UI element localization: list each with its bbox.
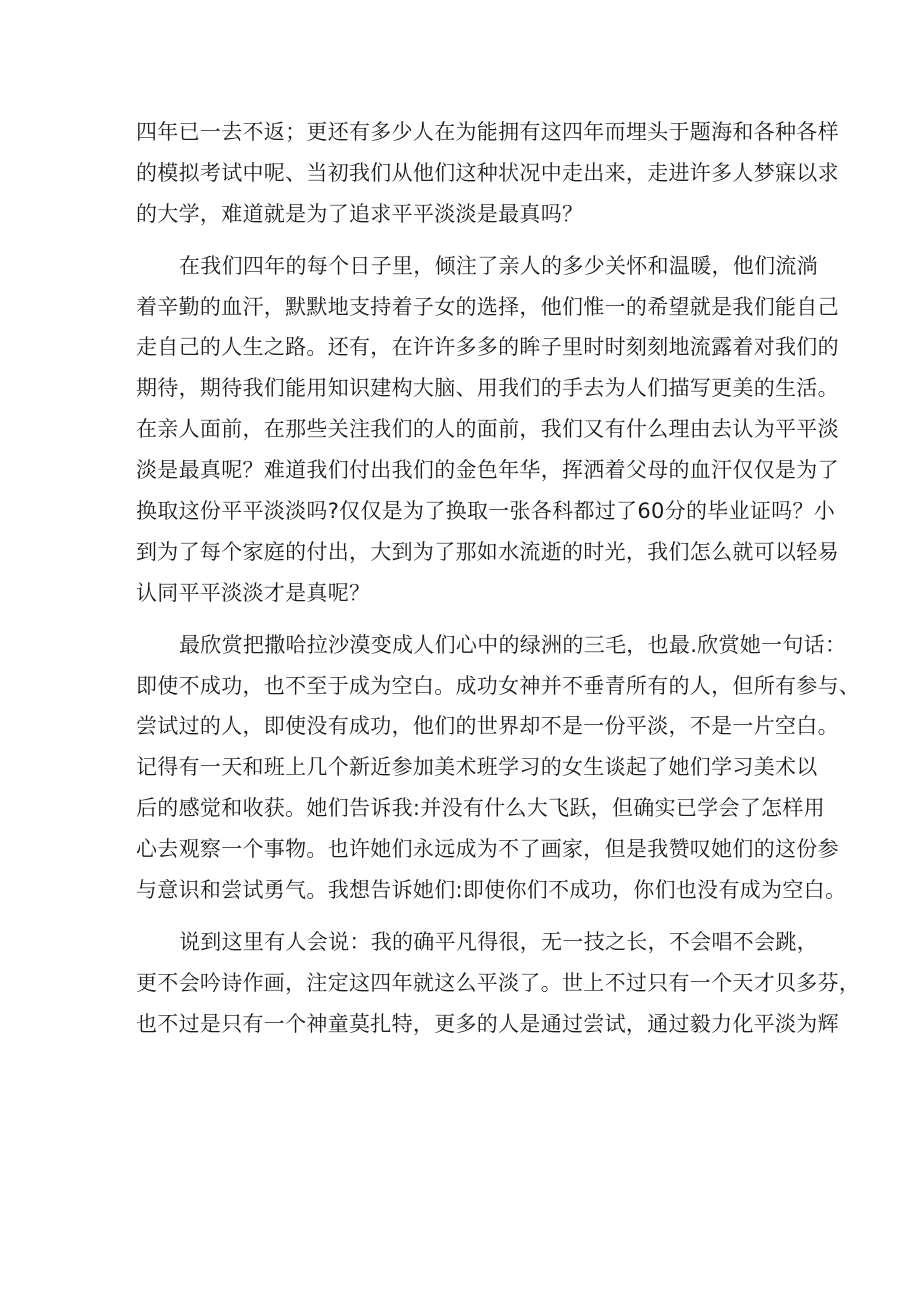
text-line: 着辛勤的血汗，默默地支持着子女的选择，他们惟一的希望就是我们能自己: [136, 294, 839, 319]
text-line: 记得有一天和班上几个新近参加美术班学习的女生谈起了她们学习美术以: [136, 755, 818, 780]
text-line: 尝试过的人，即使没有成功，他们的世界却不是一份平淡，不是一片空白。: [136, 714, 839, 739]
document-body: [136, 112, 861, 1045]
text-line: 后的感觉和收获。她们告诉我:并没有什么大飞跃，但确实已学会了怎样用: [136, 796, 825, 821]
text-line: 认同平平淡淡才是真呢？: [136, 580, 371, 605]
text-line: 与意识和尝试勇气。我想告诉她们:即使你们不成功，你们也没有成为空白。: [136, 878, 847, 903]
text-line: 最欣赏把撒哈拉沙漠变成人们心中的绿洲的三毛，也最.欣赏她一句话：: [179, 632, 847, 657]
text-line: 在亲人面前，在那些关注我们的人的面前，我们又有什么理由去认为平平淡: [136, 417, 839, 442]
text-line: 在我们四年的每个日子里，倾注了亲人的多少关怀和温暖，他们流淌: [179, 253, 818, 278]
text-line: 淡是最真呢？难道我们付出我们的金色年华，挥洒着父母的血汗仅仅是为了: [136, 458, 839, 483]
paragraph: [136, 625, 861, 911]
text-line: 心去观察一个事物。也许她们永远成为不了画家，但是我赞叹她们的这份参: [136, 837, 839, 862]
text-line: 的大学，难道就是为了追求平平淡淡是最真吗？: [136, 201, 584, 226]
text-line: 到为了每个家庭的付出，大到为了那如水流逝的时光，我们怎么就可以轻易: [136, 539, 839, 564]
text-line: 换取这份平平淡淡吗?仅仅是为了换取一张各科都过了60分的毕业证吗？小: [136, 499, 836, 524]
text-line: 也不过是只有一个神童莫扎特，更多的人是通过尝试，通过毅力化平淡为辉: [136, 1011, 839, 1036]
text-line: 更不会吟诗作画，注定这四年就这么平淡了。世上不过只有一个天才贝多芬，: [136, 970, 861, 995]
text-line: 说到这里有人会说：我的确平凡得很，无一技之长，不会唱不会跳，: [179, 929, 818, 954]
text-line: 走自己的人生之路。还有，在许许多多的眸子里时时刻刻地流露着对我们的: [136, 335, 839, 360]
paragraph: [136, 112, 839, 235]
paragraph: [136, 922, 861, 1045]
text-line: 四年已一去不返；更还有多少人在为能拥有这四年而埋头于题海和各种各样: [136, 120, 839, 144]
text-line: 期待，期待我们能用知识建构大脑、用我们的手去为人们描写更美的生活。: [136, 376, 839, 401]
paragraph: [136, 246, 839, 614]
text-line: 即使不成功，也不至于成为空白。成功女神并不垂青所有的人，但所有参与、: [136, 673, 861, 698]
text-line: 的模拟考试中呢、当初我们从他们这种状况中走出来，走进许多人梦寐以求: [136, 160, 839, 185]
